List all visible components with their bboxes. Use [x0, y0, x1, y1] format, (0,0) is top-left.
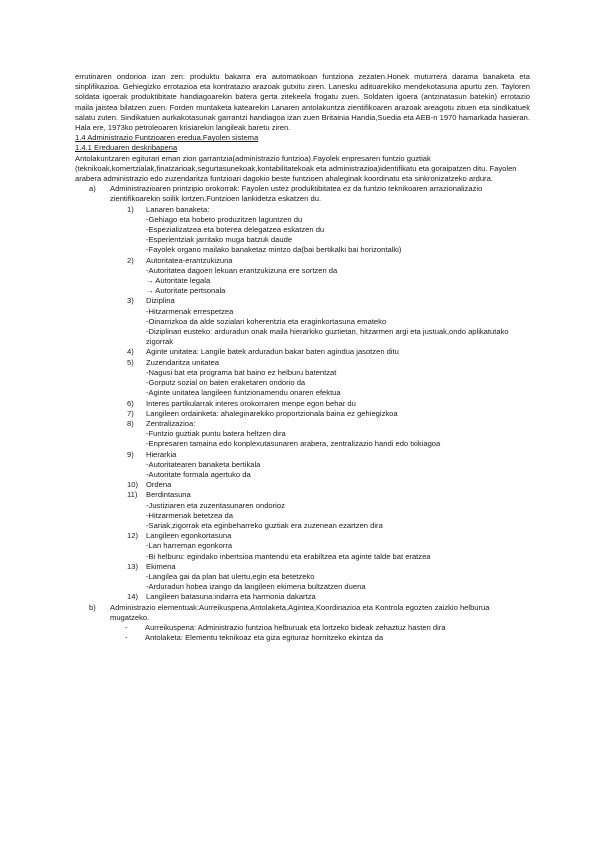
- principle-detail: -Bi helburu: egindako inbertsioa mantendu eta erabiltzea eta aginte talde bat eratzea: [146, 551, 431, 561]
- principle-detail: -Fayolek organo mailako banaketaz mintzo da(bai bertikalki bai horizontalki): [146, 245, 402, 255]
- principle-title: Agintе unitatea: Langile batek arduradun bakar baten agindua jasotzen ditu: [146, 347, 399, 357]
- principle-number: 2): [127, 255, 134, 265]
- element-text: Antolaketa: Elementu teknikoaz eta giza egituraz hornitzeko ekintza da: [145, 633, 384, 643]
- element-item: [75, 623, 530, 633]
- principle-detail: -Autoritatearen banaketa bertikala: [146, 459, 261, 469]
- principle-title: Autoritatea-erantzukizuna: [146, 255, 233, 265]
- section-heading: 1.4 Administrazio Funtzioaren eredua.Fayolen sistema: [75, 133, 259, 143]
- principle-number: 1): [127, 204, 134, 214]
- principle-number: 11): [127, 490, 138, 500]
- principle-number: 7): [127, 408, 134, 418]
- principle-item: [75, 409, 530, 419]
- principle-title: Langileen ordainketa: ahaleginarekiko proportzionala baina ez gehiegizkoa: [146, 408, 398, 418]
- principle-number: 14): [127, 592, 138, 602]
- list-item-text: Administrazioaren printzipio orokorrak: Fayolen ustez produktibitatea ez da funtzio teknikoaren arrazionalizazio zientifikoarekin soilik lortzen.Funtzioen lankidetza eskatzen du.: [110, 184, 483, 204]
- principle-detail: -Arduradun hobea izango da langileen ekimena bultzatzen duena: [146, 582, 366, 592]
- principle-detail: -Oinarrizkoa da alde sozialari koherentzia eta eraginkortasuna emateko: [146, 316, 387, 326]
- principle-item: [75, 205, 530, 215]
- principle-title: Langileen batasuna:indarra eta harmonia dakartza: [146, 592, 316, 602]
- principle-title: Ordena: [146, 480, 172, 490]
- principle-detail: -Lan harreman egonkorra: [146, 541, 233, 551]
- intro-section: [75, 72, 530, 133]
- principle-number: 9): [127, 449, 134, 459]
- principle-detail: -Esperientziak jarritako muga batzuk daude: [146, 235, 293, 245]
- principle-number: 5): [127, 357, 134, 367]
- principle-detail: → Autoritate pertsonala: [146, 286, 226, 296]
- principle-item: [75, 490, 530, 500]
- element-text: Aurreikuspena: Administrazio funtzioa helburuak eta lortzeko bideak zehaztuz hasten dira: [145, 622, 446, 632]
- principle-detail: -Enpresaren tamaina edo konplexutasunaren arabera, zentralizazio handi edo txikiagoa: [146, 439, 441, 449]
- principle-detail: -Funtzio guztiak puntu batera heltzen dira: [146, 429, 286, 439]
- principle-detail: -Espezializatzea eta boterea delegatzea eskatzen du: [146, 225, 325, 235]
- principle-title: Ekimena: [146, 561, 176, 571]
- principle-number: 3): [127, 296, 134, 306]
- principle-title: Berdintasuna: [146, 490, 191, 500]
- elements-list: [75, 623, 530, 643]
- principle-number: 8): [127, 418, 134, 428]
- principle-title: Zentralizazioa:: [146, 418, 196, 428]
- principle-item: [75, 256, 530, 266]
- list-item-text: Administrazio elementuak:Aurreikuspena,Antolaketa,Agintea,Koordinazioa eta Kontrola egozten zaizkio helburua mugatzeko.: [110, 602, 490, 622]
- principle-detail: -Diziplinari eusteko: arduradun onak maila hierarkiko guztietan, hitzarmen argi eta justuak,ondo aplikatutako zigorrak: [146, 327, 509, 347]
- principle-detail: -Hitzarmenak betetzea da: [146, 510, 233, 520]
- dash-marker: -: [125, 633, 128, 643]
- principle-item: [75, 358, 530, 368]
- principle-detail: -Langilea gai da plan bat ulertu,egin eta betetzeko: [146, 571, 315, 581]
- principle-item: [75, 531, 530, 541]
- principle-item: [75, 399, 530, 409]
- list-item-b: [75, 603, 530, 623]
- principle-detail: -Nagusi bat eta programa bat baino ez helburu batentzat: [146, 367, 337, 377]
- principle-number: 13): [127, 561, 138, 571]
- principle-title: Interes partikularrak interes orokorraren menpe egon behar du: [146, 398, 356, 408]
- principle-number: 4): [127, 347, 134, 357]
- description-paragraph: Antolakuntzaren egiturari eman zion garrantzia(administrazio funtzioa).Fayolek enpresaren funtzio guztiak (teknikoak,komertzialak,finatzarioak,segurtasunekoak,kontabilitatekoak eta administrazioa)identifikatu eta goraipatzen ditu. Fayolen arabera administrazio edo zuzendaritza funtzioari dagokio beste funtzioen ahaleginak koordinatu eta sinkronizatzeko ardura.: [75, 153, 517, 184]
- principle-title: Langileen egonkortasuna: [146, 531, 232, 541]
- principle-title: Lanaren banaketa:: [146, 204, 210, 214]
- element-item: [75, 633, 530, 643]
- principle-title: Diziplina: [146, 296, 175, 306]
- principle-detail: -Hitzarmenak errespetzea: [146, 306, 234, 316]
- principle-item: [75, 296, 530, 306]
- document-body: [75, 72, 530, 643]
- principle-detail: -Aginte unitatea langileen funtzionamendu onaren efektua: [146, 388, 341, 398]
- principle-item: [75, 480, 530, 490]
- principle-detail: -Justiziaren eta zuzentasunaren ondorioz: [146, 500, 285, 510]
- principle-number: 10): [127, 480, 138, 490]
- principle-number: 12): [127, 531, 138, 541]
- principle-detail: -Gorputz sozial on baten eraketaren ondorio da: [146, 378, 306, 388]
- principle-number: 6): [127, 398, 134, 408]
- principle-item: [75, 419, 530, 429]
- principle-item: [75, 347, 530, 357]
- list-marker: a): [89, 184, 96, 194]
- intro-paragraph: errutinaren ondorioa izan zen: produktu bakarra era automatikoan funtziona zezaten.Honek muturrera darama banaketa eta sinplifikazioa. Gehiegizko errotazioa eta kontratazio arazoak gutxitu ziren. Lanesku adituarekiko mendekotasuna apurtu zen. Tayloren soldata igoerak produktibitate handiagoarekin batera gerta zitekeela frogatu zuen. Soldaten igoera (antzinatasun batekin) errotazio maila jaistea bilatzen zuen. Forden muntaketa katearekin Lanaren antolakuntza zientifikoaren arazoak areagotu zituen eta sindikatuek salatu zuten. Sindikatuen aurkakotasunak garrantzi handiagoa izan zuen Britainia Handia,Suedia eta AEB-n 1970 hamarkada hasieran. Hala ere, 1973ko petroleoaren krisiarekin langileak baretu ziren.: [75, 72, 530, 133]
- principle-title: Zuzendaritza unitatea: [146, 357, 220, 367]
- principle-detail: -Autoritatea dagoen lekuan erantzukizuna ere sortzen da: [146, 265, 338, 275]
- principle-title: Hierarkia: [146, 449, 177, 459]
- principle-detail: -Gehiago eta hobeto produzitzen laguntzen du: [146, 214, 303, 224]
- principles-list: [75, 205, 530, 603]
- principle-item: [75, 450, 530, 460]
- principle-item: [75, 562, 530, 572]
- principle-detail: -Autoritate formala agertuko da: [146, 469, 251, 479]
- list-marker: b): [89, 602, 96, 612]
- principle-detail: → Autoritate legala: [146, 276, 211, 286]
- principle-detail: -Sariak,zigorrak eta eginbeharreko guztiak era zuzenean ezartzen dira: [146, 520, 383, 530]
- dash-marker: -: [125, 622, 128, 632]
- principle-item: [75, 592, 530, 602]
- list-item-a: [75, 184, 530, 204]
- subsection-heading: 1.4.1 Ereduaren deskribapena: [75, 143, 178, 153]
